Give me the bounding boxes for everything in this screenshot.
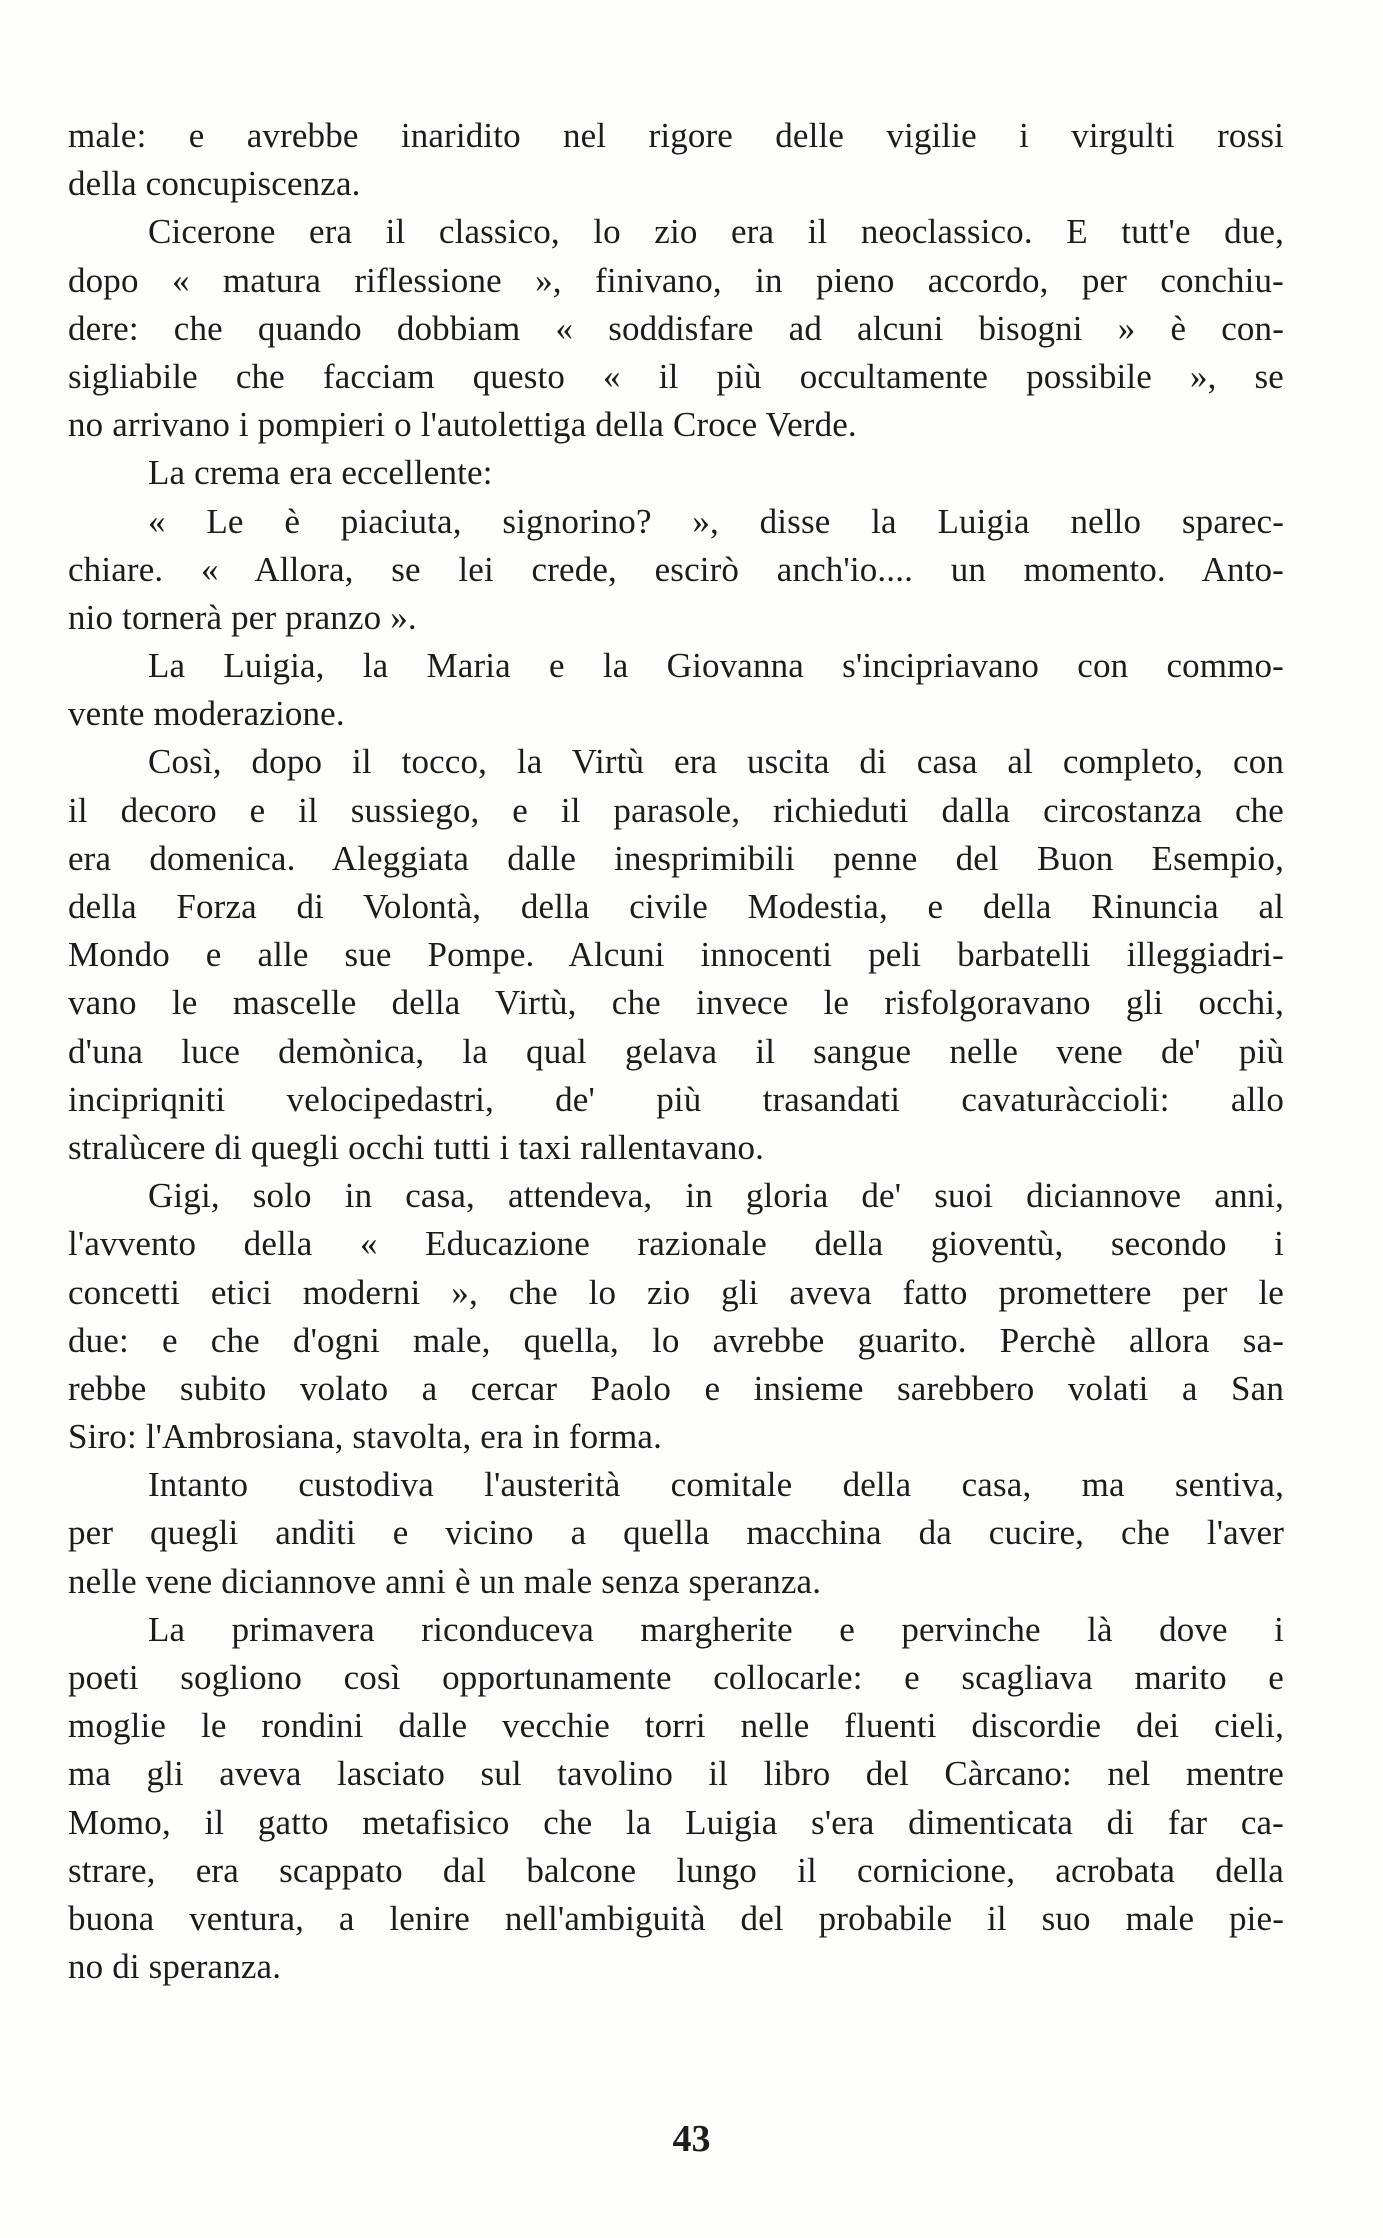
text-line: stralùcere di quegli occhi tutti i taxi rallentavano. bbox=[68, 1127, 765, 1167]
page-text-body bbox=[68, 112, 1284, 1991]
text-line: nelle vene diciannove anni è un male senza speranza. bbox=[68, 1561, 822, 1601]
page-number: 43 bbox=[672, 2118, 711, 2160]
text-line: Così, dopo il tocco, la Virtù era uscita di casa al completo, con bbox=[148, 742, 1284, 782]
text-line: d'una luce demònica, la qual gelava il sangue nelle vene de' più bbox=[68, 1031, 1284, 1071]
text-line: sigliabile che facciam questo « il più occultamente possibile », se bbox=[68, 356, 1284, 396]
text-line: moglie le rondini dalle vecchie torri nelle fluenti discordie dei cieli, bbox=[68, 1706, 1284, 1746]
text-line: della Forza di Volontà, della civile Modestia, e della Rinuncia al bbox=[68, 887, 1284, 926]
text-line: chiare. « Allora, se lei crede, escirò anch'io.... un momento. Anto- bbox=[68, 549, 1284, 589]
text-line: vano le mascelle della Virtù, che invece le risfolgoravano gli occhi, bbox=[68, 983, 1284, 1023]
text-line: della concupiscenza. bbox=[68, 164, 361, 204]
text-line: La Luigia, la Maria e la Giovanna s'incipriavano con commo- bbox=[148, 646, 1284, 686]
text-line: l'avvento della « Educazione razionale della gioventù, secondo i bbox=[68, 1224, 1284, 1264]
text-line: dere: che quando dobbiam « soddisfare ad alcuni bisogni » è con- bbox=[68, 308, 1284, 348]
text-line: no di speranza. bbox=[68, 1947, 282, 1987]
text-line: Momo, il gatto metafisico che la Luigia s'era dimenticata di far ca- bbox=[68, 1802, 1284, 1842]
text-line: il decoro e il sussiego, e il parasole, richieduti dalla circostanza che bbox=[68, 790, 1284, 830]
text-line: no arrivano i pompieri o l'autolettiga della Croce Verde. bbox=[68, 405, 857, 445]
text-line: La crema era eccellente: bbox=[148, 453, 493, 493]
text-line: La primavera riconduceva margherite e pervinche là dove i bbox=[148, 1609, 1284, 1649]
text-line: « Le è piaciuta, signorino? », disse la Luigia nello sparec- bbox=[148, 501, 1284, 541]
text-line: ma gli aveva lasciato sul tavolino il libro del Càrcano: nel mentre bbox=[68, 1754, 1284, 1794]
text-line: dopo « matura riflessione », finivano, in pieno accordo, per conchiu- bbox=[68, 260, 1284, 300]
text-line: Gigi, solo in casa, attendeva, in gloria de' suoi diciannove anni, bbox=[148, 1176, 1284, 1216]
text-line: concetti etici moderni », che lo zio gli aveva fatto promettere per le bbox=[68, 1272, 1284, 1312]
text-line: incipriqniti velocipedastri, de' più trasandati cavaturàccioli: allo bbox=[68, 1079, 1284, 1119]
text-line: Cicerone era il classico, lo zio era il neoclassico. E tutt'e due, bbox=[148, 212, 1284, 252]
text-line: buona ventura, a lenire nell'ambiguità del probabile il suo male pie- bbox=[68, 1898, 1284, 1938]
text-line: era domenica. Aleggiata dalle inesprimibili penne del Buon Esempio, bbox=[68, 838, 1284, 878]
text-line: strare, era scappato dal balcone lungo il cornicione, acrobata della bbox=[68, 1850, 1284, 1890]
text-line: due: e che d'ogni male, quella, lo avrebbe guarito. Perchè allora sa- bbox=[68, 1320, 1284, 1360]
text-line: Mondo e alle sue Pompe. Alcuni innocenti peli barbatelli illeggiadri- bbox=[68, 935, 1284, 975]
text-line: Intanto custodiva l'austerità comitale della casa, ma sentiva, bbox=[148, 1465, 1284, 1505]
text-line: nio tornerà per pranzo ». bbox=[68, 597, 417, 637]
text-line: per quegli anditi e vicino a quella macchina da cucire, che l'aver bbox=[68, 1513, 1284, 1553]
text-line: rebbe subito volato a cercar Paolo e insieme sarebbero volati a San bbox=[68, 1368, 1284, 1408]
text-line: vente moderazione. bbox=[68, 694, 345, 734]
text-line: male: e avrebbe inaridito nel rigore delle vigilie i virgulti rossi bbox=[68, 116, 1284, 155]
text-line: poeti sogliono così opportunamente collocarle: e scagliava marito e bbox=[68, 1658, 1284, 1697]
text-line: Siro: l'Ambrosiana, stavolta, era in forma. bbox=[68, 1417, 662, 1457]
